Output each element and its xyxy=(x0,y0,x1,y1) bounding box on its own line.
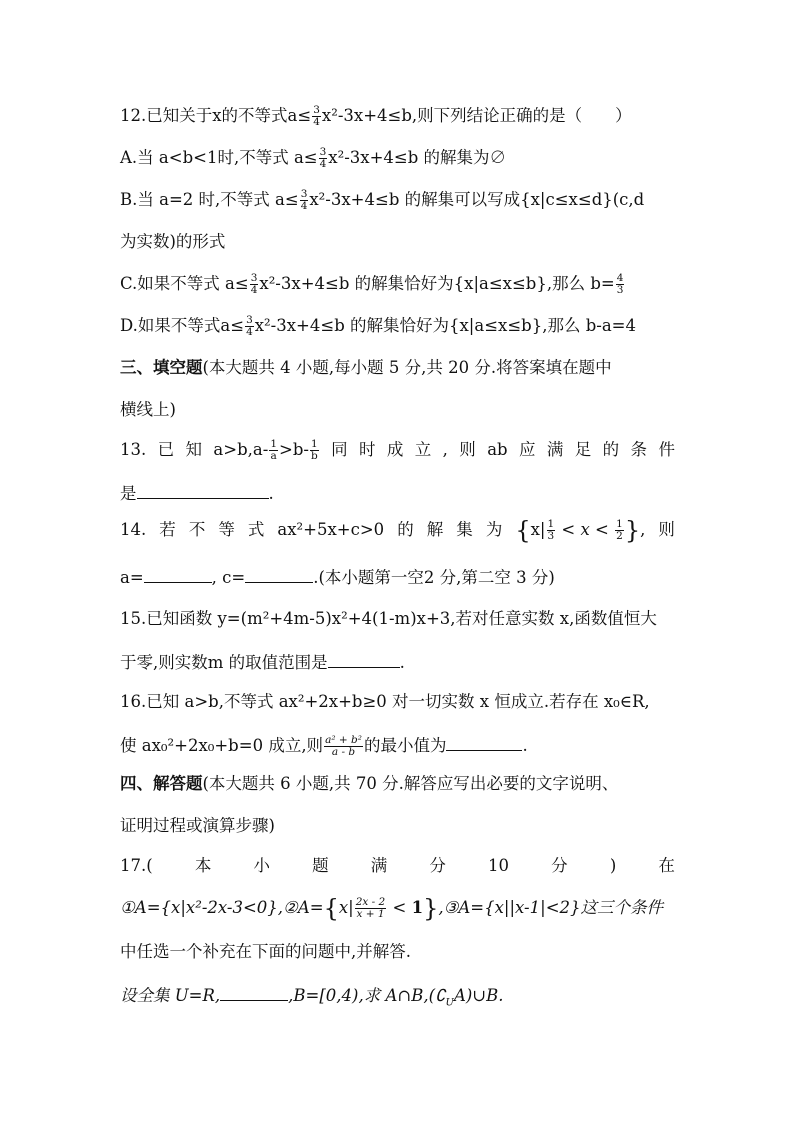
section4-header-cont: 证明过程或演算步骤) xyxy=(120,816,275,835)
q17-instruction: 中任选一个补充在下面的问题中,并解答. xyxy=(120,942,411,961)
q12-stem-text: 12.已知关于x的不等式a≤ xyxy=(120,106,312,125)
fraction: $\frac{1}{b}$ xyxy=(310,438,318,462)
answer-blank-c[interactable] xyxy=(245,564,313,583)
answer-blank[interactable] xyxy=(220,982,288,1001)
section3-header: 三、填空题(本大题共 4 小题,每小题 5 分,共 20 分.将答案填在题中 xyxy=(120,358,612,377)
q14-stem: 14. 若 不 等 式 ax²+5x+c>0 的 解 集 为 {x| $\frac{1}{3}$ < x < $\frac{1}{2}$ }, 则 xyxy=(120,516,675,545)
q16-answer-line: 使 ax₀²+2x₀+b=0 成立,则 $\frac{\text{a² + b²}}{a - b}$ 的最小值为 . xyxy=(120,734,528,758)
answer-blank[interactable] xyxy=(446,732,522,751)
q14-answer-line: a= , c= .(本小题第一空2 分,第二空 3 分) xyxy=(120,564,555,590)
q12-option-b: B.当 a=2 时,不等式 a≤ $\frac{3}{4}$ x²-3x+4≤b 的解集可以写成{x|c≤x≤d}(c,d xyxy=(120,188,645,212)
q13-answer-line: 是 . xyxy=(120,480,274,506)
section4-header: 四、解答题(本大题共 6 小题,共 70 分.解答应写出必要的文字说明、 xyxy=(120,774,619,793)
solution-set: {x| $\frac{1}{3}$ < x < $\frac{1}{2}$ }, xyxy=(515,516,646,545)
q17-conditions: ①A={x|x²-2x-3<0},②A={x| $\frac{2x - 2}{x + 1}$ < 1},③A={x||x-1|<2}这三个条件 xyxy=(120,894,664,923)
fraction: $\frac{1}{2}$ xyxy=(616,518,623,542)
q12-option-c: C.如果不等式 a≤ $\frac{3}{4}$ x²-3x+4≤b 的解集恰好为{x|a≤x≤b},那么 b= $\frac{4}{3}$ xyxy=(120,272,624,296)
q17-question: 设全集 U=R, ,B=[0,4),求 $A\cap B,(∁_UA)\cup B$. xyxy=(120,982,504,1015)
fraction: $\frac{3}{4}$ xyxy=(300,188,308,212)
q12-stem: 12.已知关于x的不等式a≤ $\frac{3}{4}$ x²-3x+4≤b,则下列结论正确的是（ ） xyxy=(120,104,632,128)
fraction: $\frac{4}{3}$ xyxy=(616,272,624,296)
q13-stem: 13. 已 知 a>b,a- $\frac{1}{a}$ >b- $\frac{1}{b}$ 同 时 成 立 , 则 ab 应 满 足 的 条 件 xyxy=(120,438,675,462)
fraction: $\frac{2x - 2}{x + 1}$ xyxy=(355,896,386,920)
section3-heading: 三、填空题 xyxy=(120,358,203,377)
q12-option-a: A.当 a<b<1时,不等式 a≤ $\frac{3}{4}$ x²-3x+4≤b 的解集为∅ xyxy=(120,146,507,170)
answer-blank[interactable] xyxy=(328,649,400,668)
fraction: $\frac{1}{3}$ xyxy=(547,518,555,542)
q16-stem: 16.已知 a>b,不等式 ax²+2x+b≥0 对一切实数 x 恒成立.若存在 x₀∈R, xyxy=(120,692,650,711)
q17-stem: 17.( 本 小 题 满 分 10 分 ) 在 xyxy=(120,856,675,875)
fraction: $\frac{3}{4}$ xyxy=(319,146,327,170)
q12-option-d: D.如果不等式a≤ $\frac{3}{4}$ x²-3x+4≤b 的解集恰好为{x|a≤x≤b},那么 b-a=4 xyxy=(120,314,637,338)
fraction: $\frac{3}{4}$ xyxy=(246,314,253,338)
answer-blank-a[interactable] xyxy=(144,564,212,583)
fraction: $\frac{3}{4}$ xyxy=(250,272,258,296)
fraction: $\frac{\text{a² + b²}}{a - b}$ xyxy=(325,734,362,758)
q15-stem: 15.已知函数 y=(m²+4m-5)x²+4(1-m)x+3,若对任意实数 x,函数值恒大 xyxy=(120,609,657,628)
answer-blank[interactable] xyxy=(137,480,269,499)
section4-heading: 四、解答题 xyxy=(120,774,203,793)
q12-option-b-cont: 为实数)的形式 xyxy=(120,232,226,251)
fraction: $\frac{1}{a}$ xyxy=(270,438,277,462)
q15-answer-line: 于零,则实数m 的取值范围是 . xyxy=(120,649,405,675)
section3-header-cont: 横线上) xyxy=(120,400,176,419)
fraction: $\frac{3}{4}$ xyxy=(313,104,320,128)
